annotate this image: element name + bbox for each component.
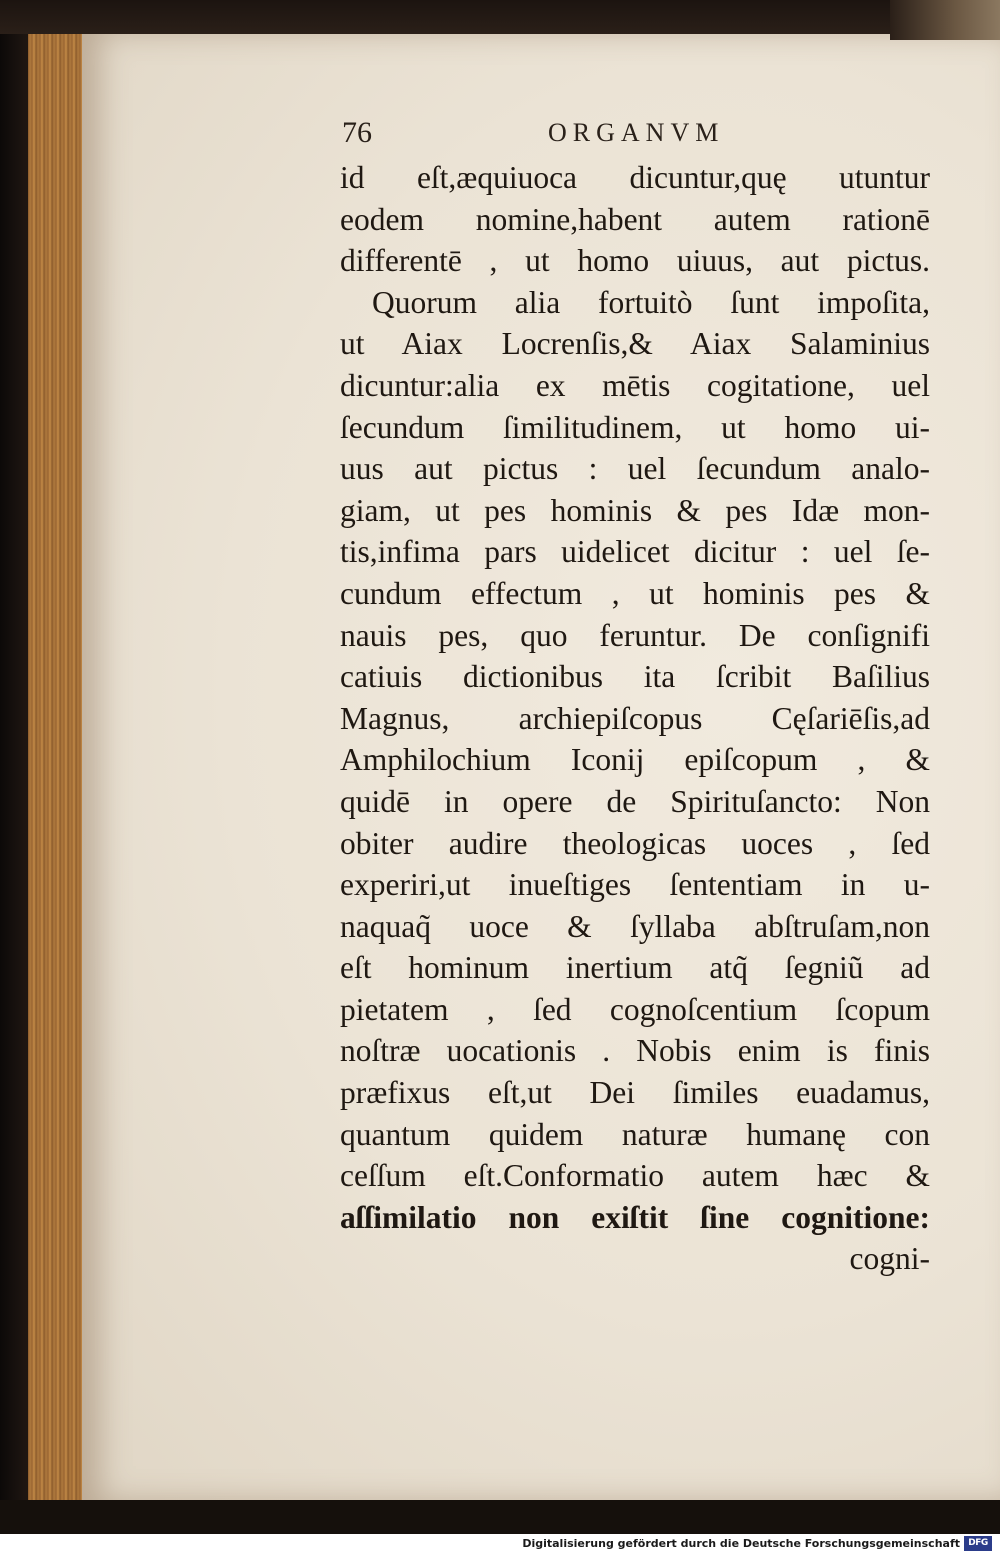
text-line: ut Aiax Locrenſis,& Aiax Salaminius: [340, 326, 930, 362]
text-line: Magnus, archiepiſcopus Cęſariēſis,ad: [340, 700, 930, 736]
text-line: ſecundum ſimilitudinem, ut homo ui-: [340, 409, 930, 445]
text-line: pietatem , ſed cognoſcentium ſcopum: [340, 991, 930, 1027]
text-line: id eſt,æquiuoca dicuntur,quę utuntur: [340, 160, 930, 195]
text-line: eſt hominum inertium atq̃ ſegniũ ad: [340, 950, 930, 986]
text-line: nauis pes, quo feruntur. De conſignifi: [340, 617, 930, 653]
text-line: ceſſum eſt.Conformatio autem hæc &: [340, 1158, 930, 1194]
text-line: giam, ut pes hominis & pes Idæ mon-: [340, 492, 930, 528]
text-line: cundum effectum , ut hominis pes &: [340, 575, 930, 611]
text-line: præfixus eſt,ut Dei ſimiles euadamus,: [340, 1075, 930, 1111]
top-right-corner: [890, 0, 1000, 40]
text-line: noſtræ uocationis . Nobis enim is finis: [340, 1033, 930, 1069]
text-line: uus aut pictus : uel ſecundum analo-: [340, 451, 930, 487]
catchword: cogni-: [849, 1241, 930, 1277]
text-line: Amphilochium Iconij epiſcopum , &: [340, 742, 930, 778]
text-line: obiter audire theologicas uoces , ſed: [340, 825, 930, 861]
text-line: dicuntur:alia ex mētis cogitatione, uel: [340, 367, 930, 403]
text-line: tis,infima pars uidelicet dicitur : uel ſe-: [340, 534, 930, 570]
top-dark-strip: [0, 0, 1000, 34]
body-text: [340, 157, 930, 1280]
funding-notice: Digitalisierung gefördert durch die Deutsche Forschungsgemeinschaft: [522, 1537, 960, 1550]
text-line: eodem nomine,habent autem rationē: [340, 201, 930, 237]
text-line: catiuis dictionibus ita ſcribit Baſilius: [340, 659, 930, 695]
page-number: 76: [342, 116, 372, 149]
text-line: experiri,ut inueſtiges ſententiam in u-: [340, 867, 930, 903]
text-line: quidē in opere de Spirituſancto: Non: [340, 783, 930, 819]
text-line: aſſimilatio non exiſtit ſine cognitione:: [340, 1199, 930, 1235]
running-title: ORGANVM: [548, 118, 725, 147]
dfg-logo: DFG: [964, 1536, 992, 1551]
text-line-paragraph-start: Quorum alia fortuitò ſunt impoſita,: [372, 284, 930, 320]
text-line: quantum quidem naturæ humanę con: [340, 1116, 930, 1152]
text-line: naquaq̃ uoce & ſyllaba abſtruſam,non: [340, 908, 930, 944]
text-line: differentē , ut homo uiuus, aut pictus.: [340, 243, 930, 279]
